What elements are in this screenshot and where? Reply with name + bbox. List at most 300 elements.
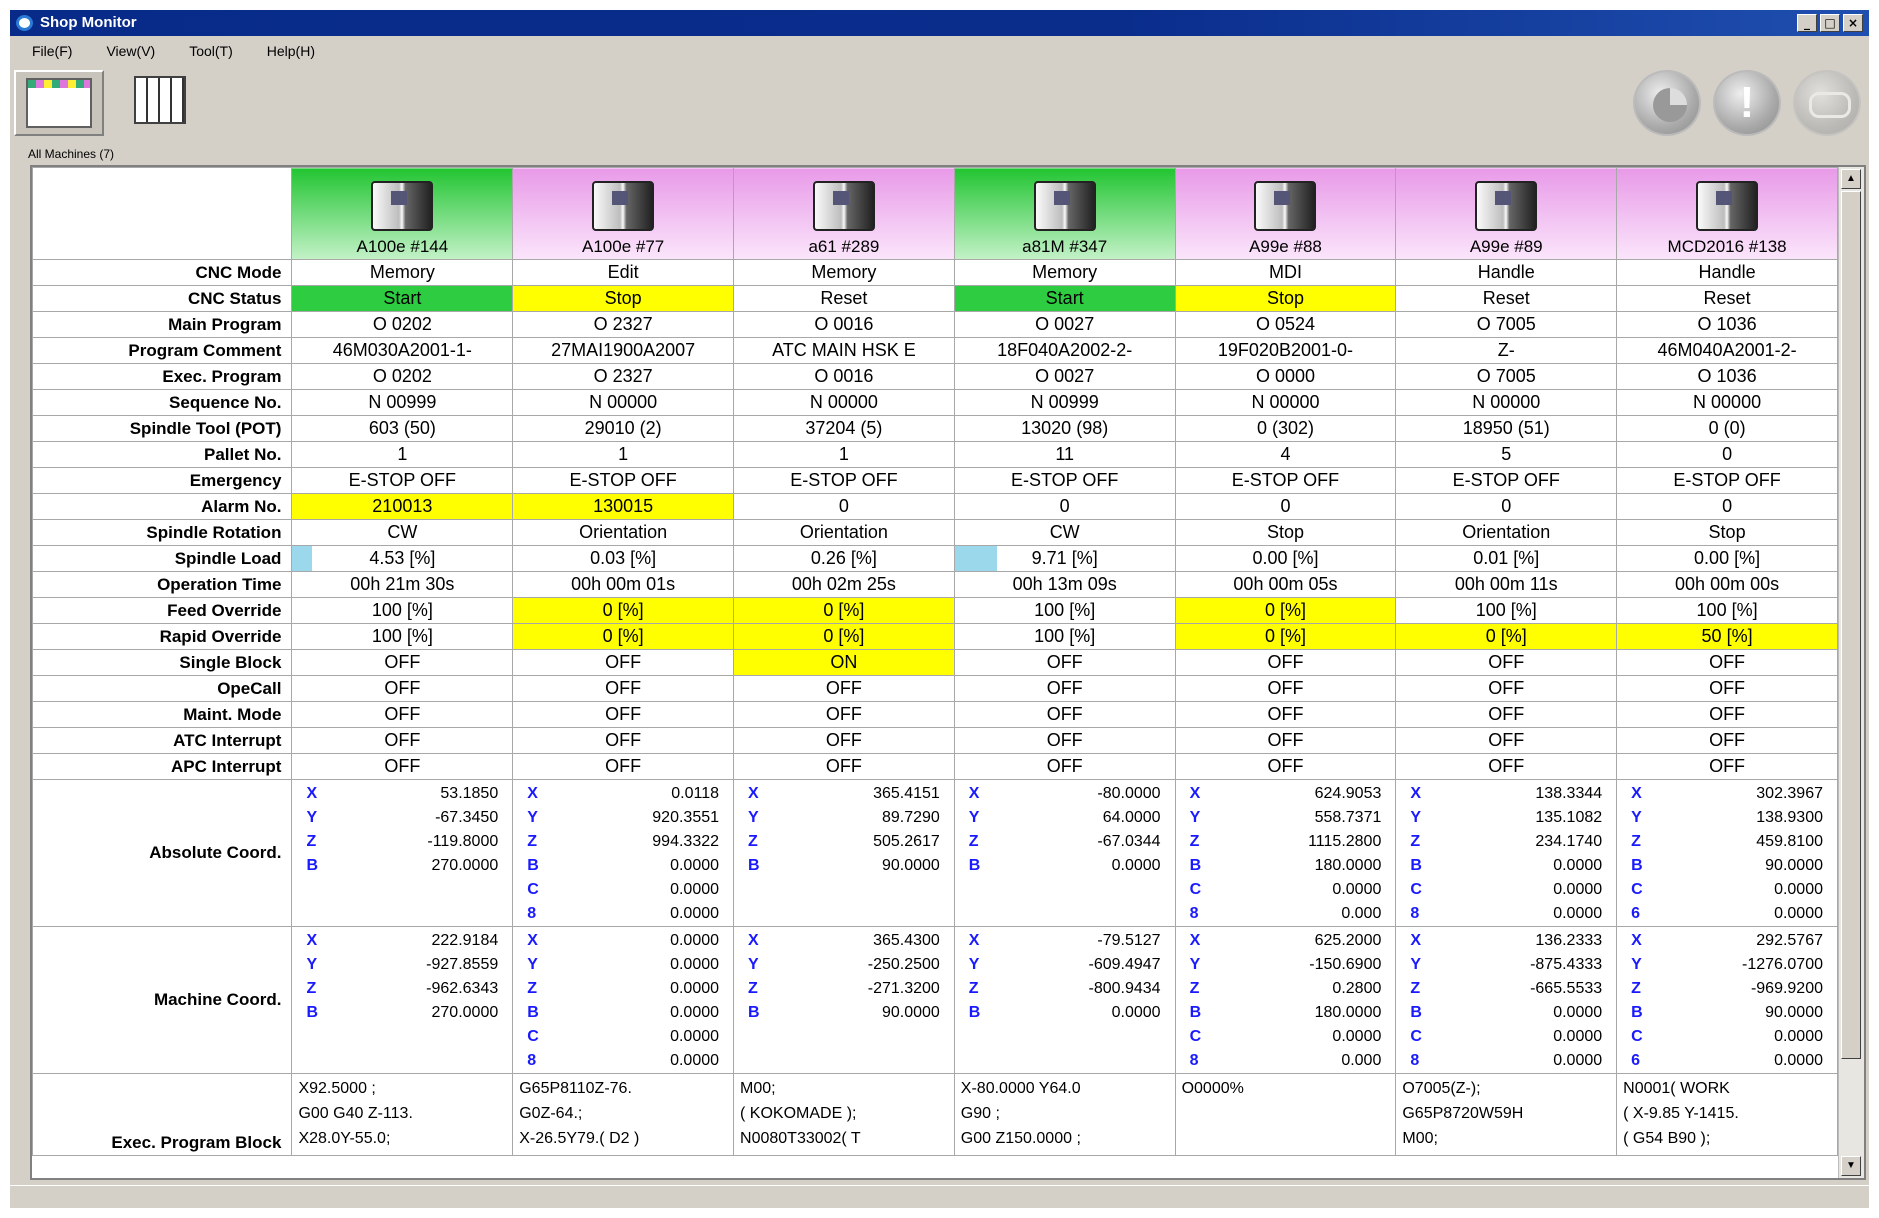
cell-text: O 1036: [1697, 314, 1757, 334]
cell-text: OFF: [1709, 678, 1746, 698]
axis-value: -962.6343: [426, 980, 499, 997]
cell-text: 0 [%]: [602, 626, 644, 646]
cell-text: 0.00 [%]: [1694, 548, 1761, 568]
cell-text: OFF: [1709, 704, 1746, 724]
cell-text: 0 [%]: [1485, 626, 1527, 646]
axis-label: B: [1189, 1004, 1202, 1021]
cell-text: OFF: [1709, 730, 1746, 750]
spindle-load-bar: [955, 546, 997, 571]
axis-label: Y: [1189, 809, 1201, 826]
cell-text: N 00999: [368, 392, 437, 412]
cell-value: [292, 364, 513, 390]
axis-label: X: [527, 932, 538, 949]
cell-text: O 2327: [593, 314, 653, 334]
axis-value: -67.0344: [1097, 833, 1161, 850]
cell-value: [1617, 650, 1838, 676]
cell-value: [1617, 494, 1838, 520]
axis-value: -119.8000: [427, 833, 499, 850]
axis-label: Z: [748, 833, 758, 850]
cell-value: [292, 390, 513, 416]
cell-value: [1175, 520, 1396, 546]
cell-value: [954, 676, 1175, 702]
cell-value: [1617, 728, 1838, 754]
machine-icon: [1034, 181, 1096, 231]
program-line: M00;: [740, 1080, 776, 1097]
cell-value: [954, 572, 1175, 598]
cell-text: 13020 (98): [1021, 418, 1109, 438]
cell-text: Handle: [1698, 262, 1756, 282]
cell-value: [513, 364, 734, 390]
machine-header[interactable]: [513, 168, 734, 260]
connection-icon[interactable]: [1793, 70, 1861, 136]
table-row: [33, 468, 1838, 494]
axis-label: Z: [306, 833, 317, 850]
program-line: O0000%: [1181, 1080, 1244, 1097]
cell-value: [1617, 338, 1838, 364]
cell-value: [954, 520, 1175, 546]
axis-value: 0.0000: [1553, 857, 1603, 874]
axis-label: X: [1189, 932, 1201, 949]
table-row: [33, 702, 1838, 728]
cell-value: [1175, 416, 1396, 442]
cell-value: [292, 650, 513, 676]
row-label: Main Program: [33, 312, 292, 338]
coord-line: [748, 1001, 940, 1025]
cell-value: [292, 624, 513, 650]
machine-name: a81M #347: [1022, 237, 1108, 256]
coord-line: [1410, 782, 1602, 806]
machine-header[interactable]: [1175, 168, 1396, 260]
cell-text: OFF: [1709, 756, 1746, 776]
coord-cell: [1396, 927, 1617, 1074]
cell-value: [1396, 338, 1617, 364]
cell-text: O 0524: [1255, 314, 1315, 334]
axis-label: Y: [306, 956, 318, 973]
coord-line: [969, 953, 1161, 977]
cell-text: 00h 02m 25s: [791, 574, 896, 594]
alert-icon[interactable]: [1713, 70, 1781, 136]
machine-icon: [592, 181, 654, 231]
axis-label: C: [1631, 881, 1643, 898]
coord-line: [527, 953, 719, 977]
machine-table-panel: [30, 165, 1866, 1180]
axis-label: Y: [1410, 956, 1422, 973]
axis-value: 138.3344: [1535, 785, 1603, 802]
cell-text: E-STOP OFF: [1452, 470, 1560, 490]
cell-value: [292, 572, 513, 598]
coord-line: [969, 977, 1161, 1001]
axis-value: 0.0000: [1111, 857, 1161, 874]
vertical-scrollbar[interactable]: [1838, 167, 1864, 1178]
cell-value: [1396, 312, 1617, 338]
cell-text: CW: [1049, 522, 1080, 542]
cell-value: [513, 572, 734, 598]
cell-text: Start: [383, 288, 422, 308]
axis-label: X: [748, 785, 759, 802]
cell-value: [734, 572, 955, 598]
machine-header[interactable]: [1617, 168, 1838, 260]
cell-text: 29010 (2): [584, 418, 662, 438]
cell-text: 1: [618, 444, 629, 464]
cell-value: [1175, 364, 1396, 390]
cell-text: O 2327: [593, 366, 653, 386]
cell-value: [954, 468, 1175, 494]
cell-text: Stop: [604, 288, 642, 308]
coord-line: [1631, 1049, 1823, 1073]
program-line: ( X-9.85 Y-1415.: [1623, 1105, 1739, 1122]
coord-line: [306, 953, 498, 977]
cell-value: [954, 624, 1175, 650]
axis-label: 8: [1189, 1052, 1199, 1069]
axis-value: 0.0000: [1774, 1052, 1823, 1069]
cell-value: [513, 546, 734, 572]
coord-line: [1190, 1001, 1382, 1025]
cell-text: 0 [%]: [823, 600, 865, 620]
axis-label: X: [968, 785, 980, 802]
axis-value: 90.0000: [881, 1004, 940, 1021]
row-label: Operation Time: [33, 572, 292, 598]
axis-label: B: [1410, 1004, 1422, 1021]
coord-line: [306, 929, 498, 953]
coord-cell: [1175, 927, 1396, 1074]
cell-text: 00h 13m 09s: [1012, 574, 1117, 594]
coord-cell: [1617, 780, 1838, 927]
exec-block-cell: [1175, 1074, 1396, 1156]
menu-help[interactable]: Help(H): [266, 43, 315, 59]
coord-line: [748, 929, 940, 953]
axis-label: B: [527, 1004, 539, 1021]
row-label: Alarm No.: [33, 494, 292, 520]
row-label: Program Comment: [33, 338, 292, 364]
cell-text: OFF: [1267, 730, 1304, 750]
layout-view-icon[interactable]: [14, 70, 104, 136]
axis-value: 0.000: [1341, 905, 1382, 922]
coord-line: [1190, 782, 1382, 806]
axis-value: 53.1850: [440, 785, 499, 802]
cell-value: [513, 754, 734, 780]
coord-line: [748, 953, 940, 977]
coord-line: [1190, 953, 1382, 977]
cell-value: [513, 260, 734, 286]
coord-line: [969, 806, 1161, 830]
cell-text: 46M030A2001-1-: [332, 340, 472, 360]
axis-value: 90.0000: [881, 857, 940, 874]
axis-label: Z: [527, 833, 538, 850]
coord-line: [1190, 806, 1382, 830]
group-label: All Machines (7): [28, 147, 115, 161]
cell-value: [1396, 468, 1617, 494]
cell-value: [1396, 754, 1617, 780]
cell-text: 00h 00m 00s: [1675, 574, 1780, 594]
coord-line: [1410, 806, 1602, 830]
axis-value: -80.0000: [1097, 785, 1161, 802]
axis-label: B: [968, 1004, 981, 1021]
cell-text: 27MAI1900A2007: [551, 340, 696, 360]
coord-line: [1410, 878, 1602, 902]
cell-text: E-STOP OFF: [569, 470, 677, 490]
axis-label: Y: [527, 809, 538, 826]
program-line: G00 G40 Z-113.: [298, 1105, 413, 1122]
axis-value: 0.2800: [1332, 980, 1382, 997]
axis-value: 90.0000: [1765, 857, 1823, 874]
row-label: Rapid Override: [33, 624, 292, 650]
axis-label: C: [1189, 1028, 1202, 1045]
cell-text: 210013: [372, 496, 433, 516]
cell-value: [1175, 338, 1396, 364]
cell-value: [1396, 442, 1617, 468]
cell-text: OFF: [605, 730, 642, 750]
cell-text: O 7005: [1476, 366, 1536, 386]
cell-value: [1396, 286, 1617, 312]
axis-value: 302.3967: [1756, 785, 1823, 802]
scroll-down-icon[interactable]: ▼: [1841, 1156, 1861, 1176]
cell-value: [954, 728, 1175, 754]
axis-label: Y: [1410, 809, 1422, 826]
axis-value: 0.0000: [670, 905, 720, 922]
minimize-button[interactable]: _: [1797, 14, 1817, 32]
program-line: G65P8720W59H: [1402, 1105, 1524, 1122]
coord-line: [1410, 1025, 1602, 1049]
row-label: Spindle Load: [33, 546, 292, 572]
axis-value: 365.4300: [873, 932, 940, 949]
cell-value: [954, 338, 1175, 364]
cell-value: [954, 416, 1175, 442]
cell-text: 100 [%]: [1034, 626, 1096, 646]
cell-value: [734, 624, 955, 650]
coord-line: [748, 806, 940, 830]
axis-value: 0.0000: [670, 956, 720, 973]
table-row: [33, 650, 1838, 676]
table-row: [33, 728, 1838, 754]
cell-text: O 0202: [372, 366, 432, 386]
cell-text: OFF: [384, 704, 421, 724]
cell-value: [1175, 598, 1396, 624]
cell-text: Orientation: [579, 522, 668, 542]
coord-line: [1631, 782, 1823, 806]
axis-label: X: [306, 932, 318, 949]
cell-text: 130015: [593, 496, 654, 516]
coord-line: [1631, 854, 1823, 878]
exec-block-cell: [513, 1074, 734, 1156]
axis-value: 0.0118: [671, 785, 720, 802]
cell-text: OFF: [1046, 704, 1083, 724]
machine-header[interactable]: [292, 168, 513, 260]
cell-value: [1175, 494, 1396, 520]
row-label: Absolute Coord.: [33, 780, 292, 927]
exec-block-cell: [292, 1074, 513, 1156]
cell-value: [1617, 364, 1838, 390]
cell-value: [734, 416, 955, 442]
cell-value: [734, 598, 955, 624]
coord-line: [306, 782, 498, 806]
cell-text: 11: [1055, 444, 1075, 464]
cell-text: 0: [1280, 496, 1291, 516]
cell-value: [513, 494, 734, 520]
axis-value: 0.0000: [670, 932, 720, 949]
cell-text: OFF: [1267, 704, 1304, 724]
coord-line: [748, 830, 940, 854]
row-label: Exec. Program: [33, 364, 292, 390]
axis-label: Z: [968, 980, 979, 997]
coord-cell: [513, 780, 734, 927]
coord-line: [1410, 929, 1602, 953]
cell-value: [1617, 260, 1838, 286]
cell-value: [734, 520, 955, 546]
program-line: X28.0Y-55.0;: [298, 1130, 391, 1147]
cell-value: [513, 676, 734, 702]
pie-chart-icon[interactable]: [1633, 70, 1701, 136]
axis-label: Y: [968, 956, 980, 973]
cell-text: O 1036: [1697, 366, 1757, 386]
grid-view-icon[interactable]: [130, 72, 192, 132]
cell-value: [513, 468, 734, 494]
axis-value: 0.0000: [1553, 881, 1603, 898]
cell-text: E-STOP OFF: [1231, 470, 1340, 490]
table-row: [33, 390, 1838, 416]
cell-text: 00h 00m 01s: [571, 574, 676, 594]
axis-value: 920.3551: [652, 809, 720, 826]
machine-name: A99e #88: [1249, 237, 1322, 256]
coord-cell: [292, 927, 513, 1074]
machine-header[interactable]: [1396, 168, 1617, 260]
menu-file[interactable]: File(F): [32, 43, 73, 59]
table-row: [33, 494, 1838, 520]
coord-cell: [1617, 927, 1838, 1074]
cell-value: [1396, 676, 1617, 702]
cell-value: [1396, 702, 1617, 728]
axis-label: X: [1410, 785, 1422, 802]
axis-value: 0.0000: [1332, 881, 1382, 898]
axis-value: 505.2617: [873, 833, 940, 850]
cell-text: 0: [1501, 496, 1512, 516]
cell-value: [1617, 468, 1838, 494]
program-line: G65P8110Z-76.: [519, 1080, 632, 1097]
axis-label: Z: [1631, 980, 1641, 997]
menu-view[interactable]: View(V): [106, 43, 156, 59]
cell-text: 00h 21m 30s: [350, 574, 455, 594]
cell-value: [734, 754, 955, 780]
cell-text: 5: [1501, 444, 1512, 464]
cell-value: [1396, 650, 1617, 676]
row-label: CNC Status: [33, 286, 292, 312]
axis-value: 64.0000: [1102, 809, 1161, 826]
row-label: Emergency: [33, 468, 292, 494]
scroll-thumb[interactable]: [1841, 191, 1861, 1059]
cell-text: O 0016: [814, 314, 874, 334]
cell-value: [734, 312, 955, 338]
axis-label: B: [1631, 857, 1643, 874]
coord-line: [527, 806, 719, 830]
table-row: [33, 260, 1838, 286]
coord-line: [1631, 1001, 1823, 1025]
cell-value: [1175, 650, 1396, 676]
cell-text: OFF: [1046, 756, 1083, 776]
menu-tool[interactable]: Tool(T): [189, 43, 233, 59]
axis-value: 459.8100: [1756, 833, 1823, 850]
program-line: O7005(Z-);: [1402, 1080, 1481, 1097]
coord-line: [1631, 902, 1823, 926]
cell-value: [1396, 364, 1617, 390]
cell-value: [292, 676, 513, 702]
machine-header-row: [33, 168, 1838, 260]
axis-value: -875.4333: [1530, 956, 1603, 973]
cell-value: [954, 598, 1175, 624]
cell-value: [1617, 546, 1838, 572]
cell-value: [954, 494, 1175, 520]
cell-text: 9.71 [%]: [1031, 548, 1098, 568]
cell-value: [1175, 286, 1396, 312]
table-row: [33, 442, 1838, 468]
axis-label: 8: [1410, 1052, 1420, 1069]
cell-text: N 00000: [1251, 392, 1320, 412]
cell-value: [292, 416, 513, 442]
machine-name: A99e #89: [1469, 237, 1543, 256]
coord-cell: [734, 927, 955, 1074]
table-row: [33, 338, 1838, 364]
axis-label: Y: [1631, 956, 1642, 973]
cell-value: [954, 260, 1175, 286]
cell-text: Memory: [811, 262, 877, 282]
shop-monitor-window: [10, 10, 1869, 1208]
coord-line: [527, 830, 719, 854]
coord-line: [306, 854, 498, 878]
cell-text: OFF: [1267, 652, 1304, 672]
cell-text: 50 [%]: [1701, 626, 1753, 646]
axis-label: C: [1189, 881, 1202, 898]
cell-value: [513, 286, 734, 312]
axis-value: -150.6900: [1309, 956, 1382, 973]
cell-value: [734, 286, 955, 312]
scroll-up-icon[interactable]: ▲: [1841, 169, 1861, 189]
cell-text: Stop: [1266, 288, 1304, 308]
maximize-button[interactable]: □: [1820, 14, 1840, 32]
axis-label: C: [527, 1028, 539, 1045]
cell-value: [1617, 416, 1838, 442]
cell-value: [734, 728, 955, 754]
machine-header[interactable]: [954, 168, 1175, 260]
axis-label: Z: [527, 980, 538, 997]
axis-value: 558.7371: [1314, 809, 1382, 826]
coord-line: [1410, 854, 1602, 878]
cell-text: N 00000: [589, 392, 658, 412]
axis-value: 0.0000: [1111, 1004, 1161, 1021]
machine-icon: [1475, 181, 1537, 231]
absolute-coord-row: [33, 780, 1838, 927]
close-button[interactable]: ×: [1843, 14, 1863, 32]
coord-cell: [292, 780, 513, 927]
machine-header[interactable]: [734, 168, 955, 260]
axis-label: Z: [1410, 833, 1421, 850]
axis-label: X: [1410, 932, 1422, 949]
axis-value: 0.0000: [670, 980, 720, 997]
coord-line: [1190, 929, 1382, 953]
coord-line: [527, 878, 719, 902]
cell-text: OFF: [825, 730, 862, 750]
coord-line: [306, 977, 498, 1001]
cell-text: Reset: [820, 288, 868, 308]
cell-text: O 0016: [814, 366, 874, 386]
cell-text: 1: [838, 444, 849, 464]
cell-value: [1175, 468, 1396, 494]
cell-value: [1617, 676, 1838, 702]
axis-label: 6: [1631, 1052, 1641, 1069]
axis-value: 0.000: [1341, 1052, 1382, 1069]
axis-label: X: [968, 932, 980, 949]
axis-label: Y: [1631, 809, 1642, 826]
axis-label: B: [748, 1004, 760, 1021]
coord-line: [527, 977, 719, 1001]
coord-cell: [954, 780, 1175, 927]
